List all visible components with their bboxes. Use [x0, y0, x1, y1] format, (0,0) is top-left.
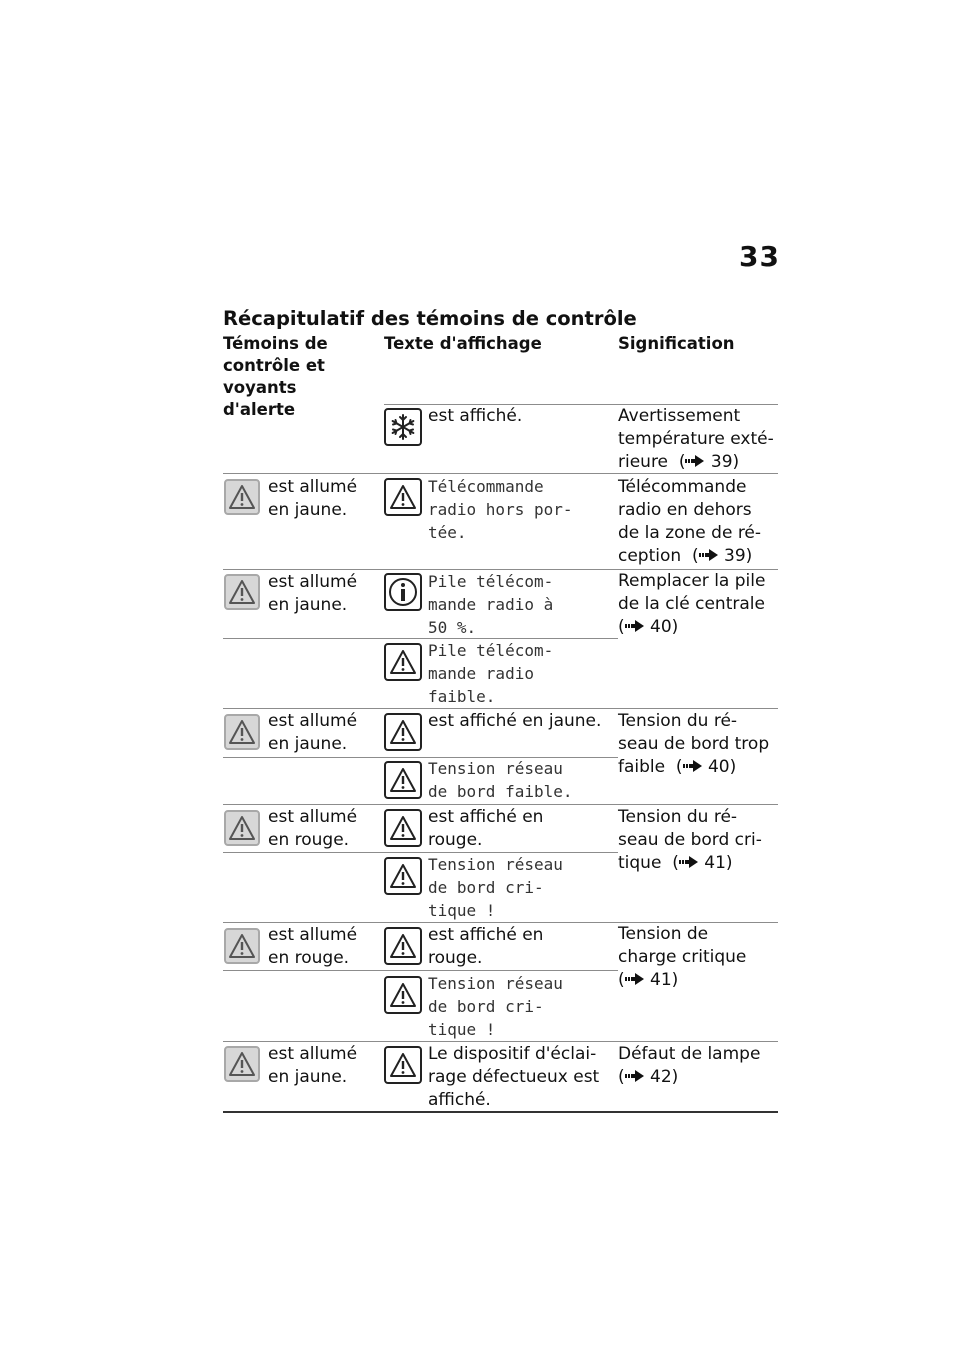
meaning-line-text: faible [618, 757, 666, 777]
display-line: affiché. [428, 1090, 491, 1110]
display-line: Pile télécom- [428, 641, 554, 660]
warning-triangle-icon [224, 810, 260, 846]
status-line: est allumé [268, 1044, 358, 1064]
warning-triangle-icon [384, 809, 422, 847]
meaning-line: ception ( 39) [618, 546, 753, 566]
page-number: 33 [739, 240, 780, 273]
meaning-text [618, 476, 778, 568]
arrow-right-icon [683, 759, 703, 773]
warning-triangle-icon [384, 643, 422, 681]
table-divider [223, 1041, 778, 1042]
display-text [428, 806, 543, 852]
status-line: est allumé [268, 711, 358, 731]
display-text [428, 639, 553, 708]
warning-triangle-icon [384, 761, 422, 799]
arrow-right-icon [625, 1069, 645, 1083]
display-line: tée. [428, 523, 467, 542]
display-line: faible. [428, 687, 496, 706]
meaning-line: de la zone de ré- [618, 523, 762, 543]
meaning-line: Défaut de lampe [618, 1044, 761, 1064]
status-line: est allumé [268, 925, 358, 945]
arrow-right-icon [679, 855, 699, 869]
display-line: Télécommande [428, 477, 544, 496]
display-line: Tension réseau [428, 974, 563, 993]
status-line: en jaune. [268, 500, 348, 520]
display-text [428, 924, 543, 970]
snowflake-icon [384, 408, 422, 446]
warning-triangle-icon [224, 714, 260, 750]
section-title: Récapitulatif des témoins de contrôle [223, 307, 637, 330]
meaning-text [618, 806, 778, 875]
arrow-right-icon [625, 972, 645, 986]
meaning-line: tique ( 41) [618, 853, 733, 873]
column-header-warning-lights [223, 333, 373, 421]
status-line: est allumé [268, 572, 358, 592]
status-line: est allumé [268, 477, 358, 497]
display-line: est affiché en [428, 807, 544, 827]
display-line: est affiché en [428, 925, 544, 945]
display-text: est affiché. [428, 406, 523, 426]
display-text [428, 475, 573, 544]
meaning-line-text: rieure [618, 452, 669, 472]
meaning-line: température exté- [618, 429, 774, 449]
header-line: contrôle et [223, 356, 325, 375]
meaning-line: de la clé centrale [618, 594, 765, 614]
meaning-line: Remplacer la pile [618, 571, 766, 591]
page-reference: 39) [710, 452, 740, 472]
warning-triangle-icon [224, 574, 260, 610]
warning-triangle-icon [384, 478, 422, 516]
meaning-text [618, 570, 778, 639]
header-line: voyants d'alerte [223, 378, 297, 419]
display-text [428, 1043, 599, 1112]
meaning-line: Tension du ré- [618, 807, 738, 827]
meaning-line: rieure ( 39) [618, 452, 740, 472]
meaning-line: Tension de [618, 924, 709, 944]
column-header-meaning: Signification [618, 334, 735, 353]
display-line: mande radio [428, 664, 534, 683]
display-line: 50 %. [428, 618, 477, 637]
display-line: radio hors por- [428, 500, 573, 519]
display-line: rouge. [428, 830, 483, 850]
meaning-line-text: ception [618, 546, 682, 566]
warning-light-status [268, 924, 357, 970]
display-line: rage défectueux est [428, 1067, 600, 1087]
warning-triangle-icon [384, 927, 422, 965]
page-reference: 40) [650, 617, 679, 637]
display-line: Tension réseau [428, 855, 563, 874]
status-line: en jaune. [268, 595, 348, 615]
info-icon [384, 573, 422, 611]
display-text [428, 757, 573, 803]
display-line: de bord cri- [428, 997, 544, 1016]
display-line: mande radio à [428, 595, 554, 614]
meaning-line-text: tique [618, 853, 662, 873]
arrow-right-icon [625, 619, 645, 633]
meaning-text [618, 405, 778, 474]
meaning-line: ( 40) [618, 617, 679, 637]
table-divider [223, 638, 618, 639]
display-line: tique ! [428, 1020, 496, 1039]
warning-light-status [268, 710, 357, 756]
warning-triangle-icon [384, 713, 422, 751]
meaning-line: charge critique [618, 947, 747, 967]
display-line: de bord cri- [428, 878, 544, 897]
column-header-display-text: Texte d'affichage [384, 334, 542, 353]
display-line: Tension réseau [428, 759, 563, 778]
status-line: en rouge. [268, 830, 350, 850]
page-reference: 41) [650, 970, 679, 990]
meaning-line: Télécommande [618, 477, 747, 497]
meaning-line: ( 41) [618, 970, 679, 990]
page-reference: 40) [707, 757, 737, 777]
warning-light-status [268, 806, 357, 852]
meaning-line: radio en dehors [618, 500, 752, 520]
display-text [428, 570, 553, 639]
table-divider [223, 708, 778, 709]
page-reference: 42) [650, 1067, 679, 1087]
display-line: tique ! [428, 901, 496, 920]
status-line: en jaune. [268, 734, 348, 754]
meaning-line: seau de bord cri- [618, 830, 762, 850]
meaning-line: Tension du ré- [618, 711, 738, 731]
meaning-text [618, 1043, 778, 1089]
warning-light-status [268, 476, 357, 522]
table-divider [223, 970, 618, 971]
meaning-text [618, 923, 778, 992]
meaning-line: faible ( 40) [618, 757, 737, 777]
table-divider [223, 804, 778, 805]
display-text [428, 853, 563, 922]
meaning-text [618, 710, 778, 779]
warning-triangle-icon [384, 857, 422, 895]
display-line: rouge. [428, 948, 483, 968]
display-line: de bord faible. [428, 782, 573, 801]
warning-triangle-icon [224, 479, 260, 515]
meaning-line: Avertissement [618, 406, 741, 426]
warning-triangle-icon [384, 1046, 422, 1084]
status-line: en rouge. [268, 948, 350, 968]
page-reference: 41) [704, 853, 733, 873]
arrow-right-icon [685, 454, 705, 468]
display-text [428, 972, 563, 1041]
meaning-line: ( 42) [618, 1067, 679, 1087]
warning-triangle-icon [224, 1046, 260, 1082]
warning-triangle-icon [224, 928, 260, 964]
arrow-right-icon [699, 548, 719, 562]
display-line: Le dispositif d'éclai- [428, 1044, 597, 1064]
status-line: en jaune. [268, 1067, 348, 1087]
display-line: Pile télécom- [428, 572, 554, 591]
status-line: est allumé [268, 807, 358, 827]
warning-triangle-icon [384, 976, 422, 1014]
meaning-line: seau de bord trop [618, 734, 770, 754]
warning-light-status [268, 1043, 357, 1089]
display-text: est affiché en jaune. [428, 711, 602, 731]
warning-light-status [268, 571, 357, 617]
page-reference: 39) [724, 546, 753, 566]
header-line: Témoins de [223, 334, 328, 353]
